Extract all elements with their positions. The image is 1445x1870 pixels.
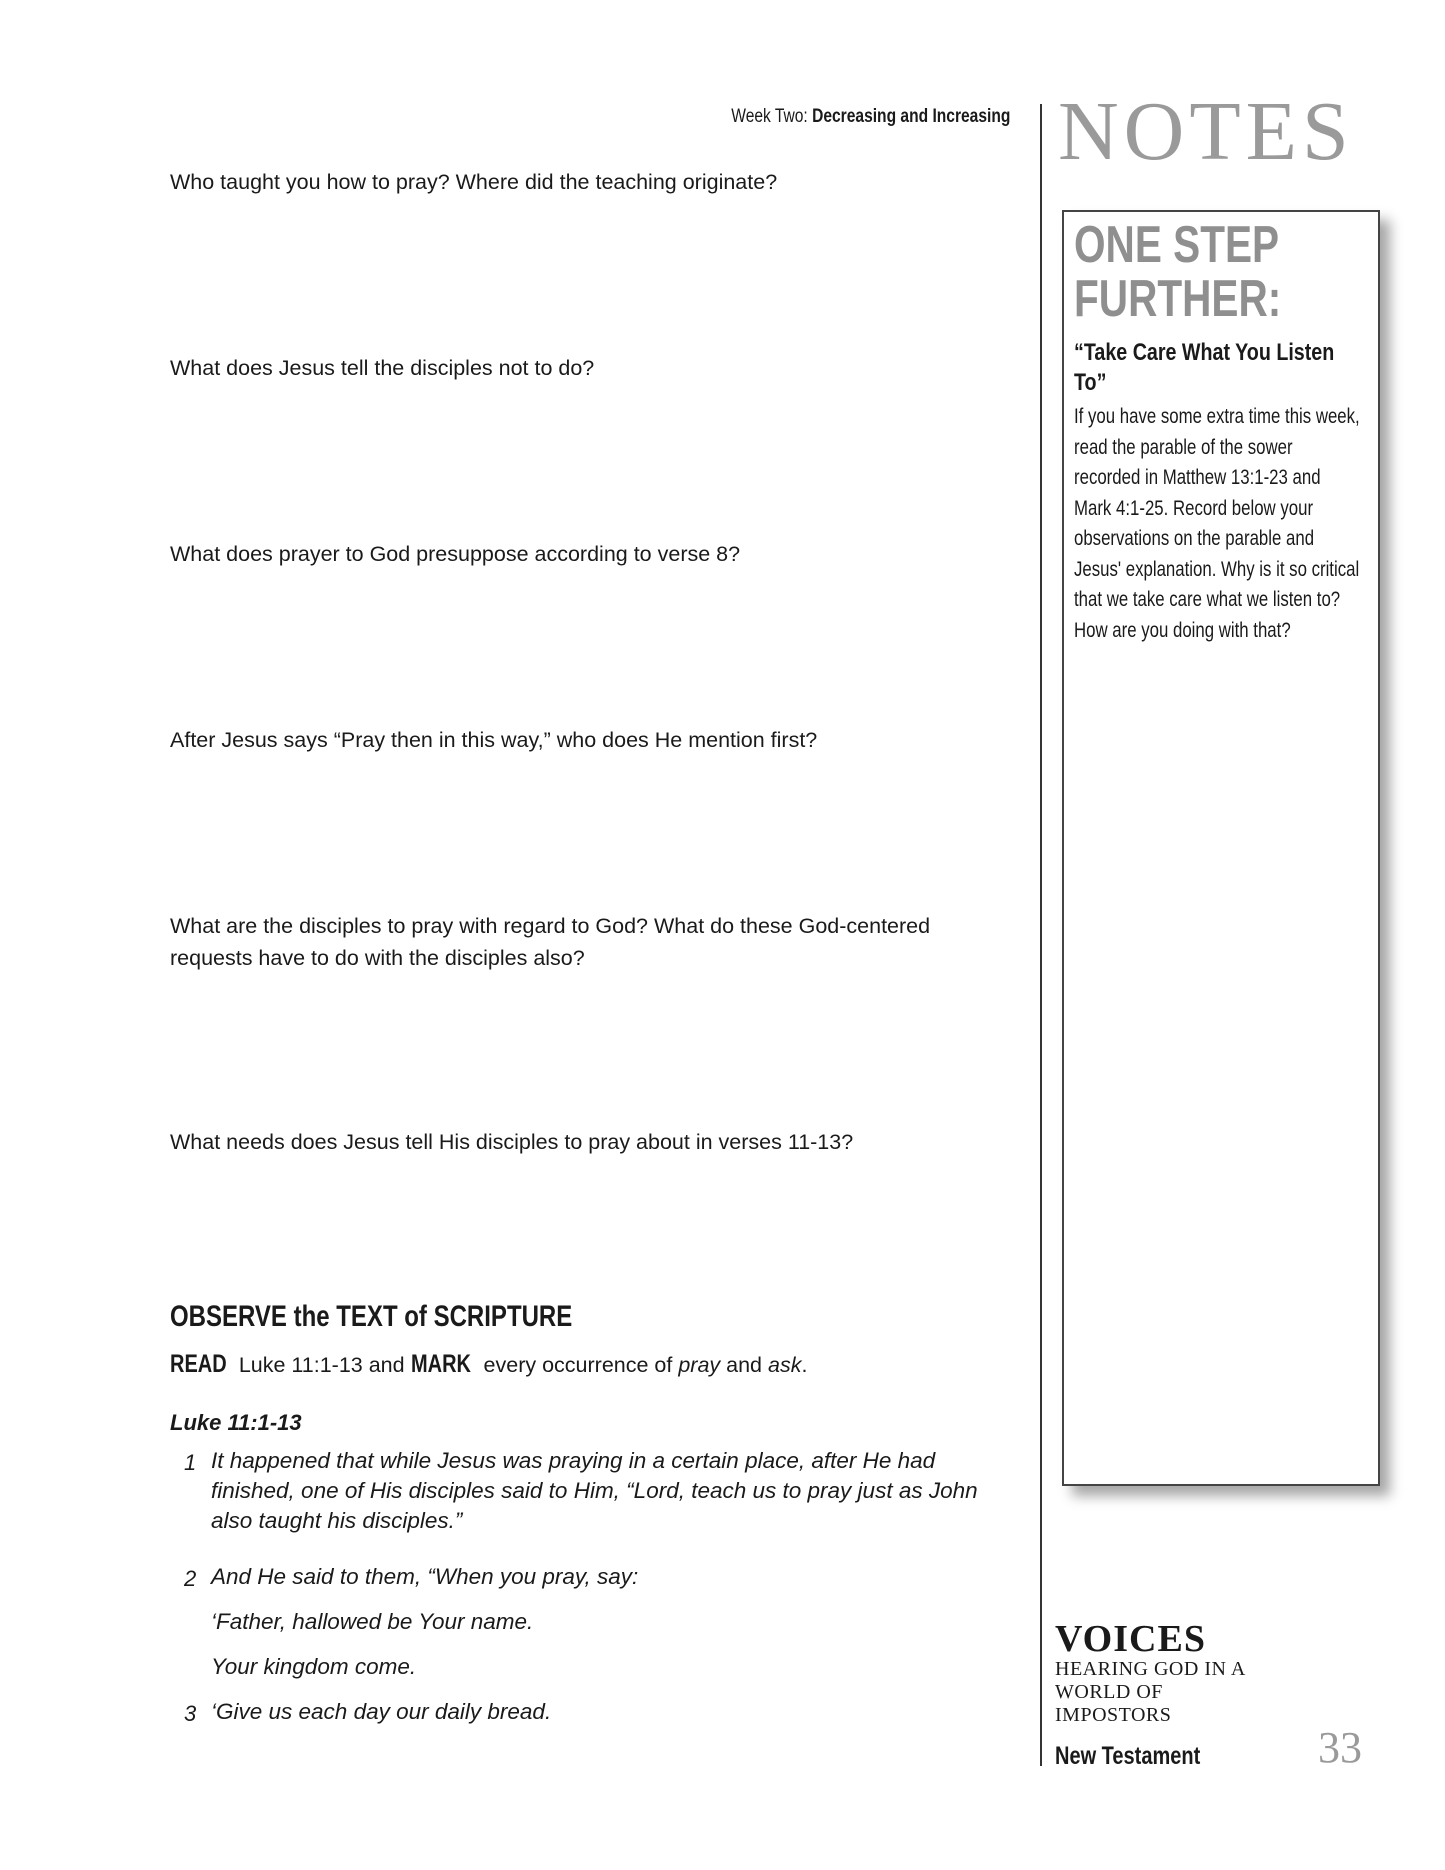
verse-text: Your kingdom come. bbox=[211, 1654, 417, 1679]
scripture-reference: Luke 11:1-13 bbox=[170, 1410, 302, 1435]
one-step-further-box bbox=[1062, 210, 1380, 1486]
book-title: VOICES bbox=[1055, 1618, 1206, 1660]
read-instruction: READ Luke 11:1-13 and MARK every occurrence of pray and ask. bbox=[170, 1350, 808, 1378]
page-number: 33 bbox=[1318, 1723, 1362, 1772]
verse-number: 3 bbox=[184, 1701, 197, 1726]
mark-keyword: MARK bbox=[410, 1350, 471, 1378]
question-5: What are the disciples to pray with regard to God? What do these God-centered requests have to do with the disciples also? bbox=[170, 914, 931, 970]
book-subtitle: HEARING GOD IN A WORLD OF IMPOSTORS bbox=[1055, 1658, 1245, 1726]
verse-number: 1 bbox=[184, 1450, 197, 1475]
column-divider bbox=[1040, 104, 1042, 1766]
box-body: If you have some extra time this week, read the parable of the sower recorded in Matthew 13:1-23 and Mark 4:1-25. Record below your observations on the parable and Jesus' explanation. Why is it so critical that we take care what we listen to? How are you doing with that? bbox=[1074, 405, 1360, 642]
running-header bbox=[731, 106, 1010, 128]
week-title: Decreasing and Increasing bbox=[811, 106, 1010, 127]
question-4: After Jesus says “Pray then in this way,” who does He mention first? bbox=[170, 728, 818, 752]
week-prefix: Week Two: bbox=[730, 106, 812, 127]
word-ask: ask bbox=[767, 1353, 802, 1377]
question-3: What does prayer to God presuppose according to verse 8? bbox=[170, 542, 741, 566]
testament-label: New Testament bbox=[1055, 1742, 1201, 1770]
word-pray: pray bbox=[678, 1353, 721, 1377]
read-keyword: READ bbox=[170, 1350, 227, 1378]
verse-number: 2 bbox=[184, 1566, 197, 1591]
observe-heading: OBSERVE the TEXT of SCRIPTURE bbox=[170, 1300, 573, 1333]
box-heading: ONE STEP FURTHER: bbox=[1074, 216, 1282, 328]
question-6: What needs does Jesus tell His disciples to pray about in verses 11-13? bbox=[170, 1130, 854, 1154]
question-2: What does Jesus tell the disciples not to do? bbox=[170, 356, 595, 380]
verse-text: ‘Give us each day our daily bread. bbox=[211, 1699, 552, 1724]
verse-text: It happened that while Jesus was praying in a certain place, after He had finished, one of His disciples said to Him, “Lord, teach us to pray just as John also taught his disciples.” bbox=[211, 1448, 978, 1533]
verse-text: And He said to them, “When you pray, say: bbox=[211, 1564, 639, 1589]
notes-title: NOTES bbox=[1058, 85, 1354, 178]
question-1: Who taught you how to pray? Where did the teaching originate? bbox=[170, 170, 778, 194]
box-subtitle: “Take Care What You Listen To” bbox=[1074, 339, 1335, 396]
verse-text: ‘Father, hallowed be Your name. bbox=[211, 1609, 534, 1634]
